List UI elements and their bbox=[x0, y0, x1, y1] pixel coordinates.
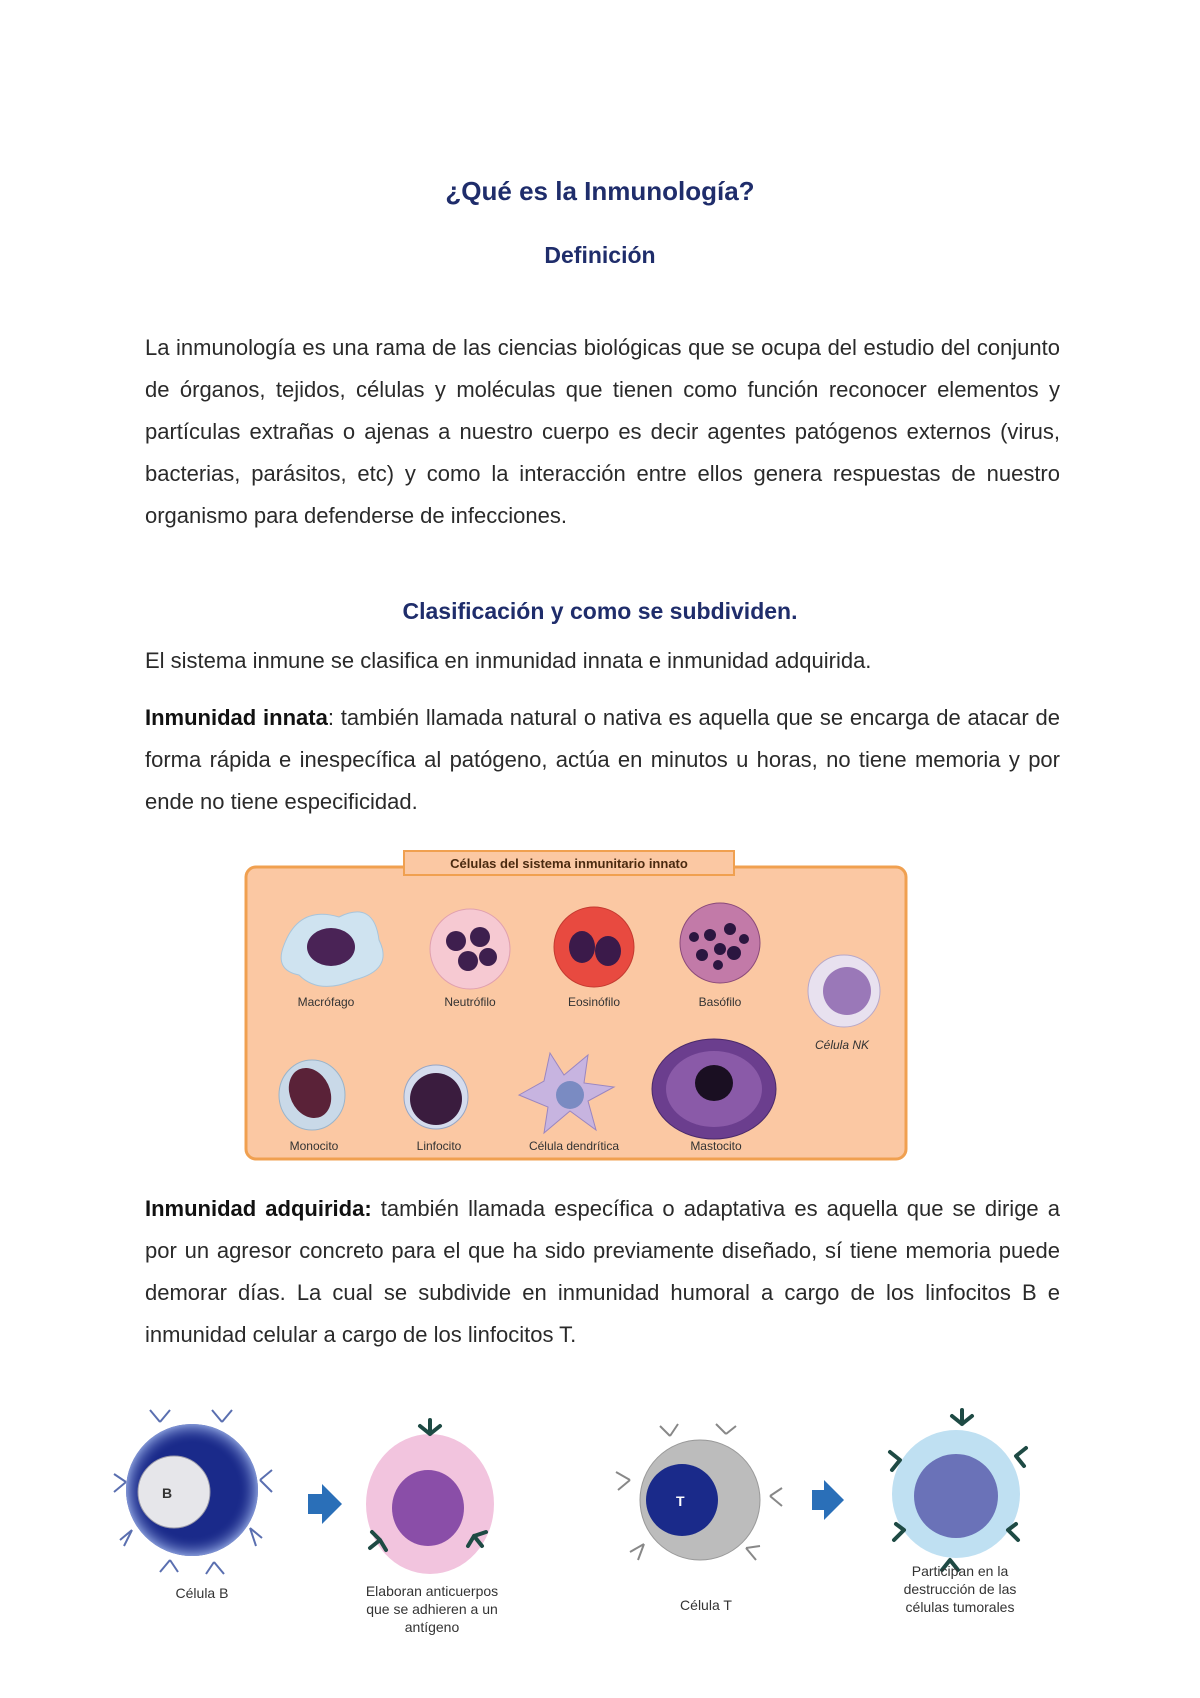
neutrophil-cell bbox=[430, 909, 510, 989]
section-heading-classification: Clasificación y como se subdividen. bbox=[402, 598, 798, 624]
acquired-paragraph bbox=[145, 1188, 1060, 1356]
definition-paragraph: La inmunología es una rama de las ciencias biológicas que se ocupa del estudio del conjunto de órganos, tejidos, células y moléculas que tienen como función reconocer elementos y partículas extrañas o ajenas a nuestro cuerpo es decir agentes patógenos externos (virus, bacterias, parásitos, etc) y como la interacción entre ellos genera respuestas de nuestro organismo para defenderse de infecciones. bbox=[145, 335, 1060, 528]
innate-cells-figure bbox=[244, 845, 909, 1163]
cell-label-nk: Célula NK bbox=[814, 1038, 870, 1052]
cell-label-mastocito: Mastocito bbox=[690, 1139, 742, 1153]
caption-cell-t: Célula T bbox=[680, 1597, 732, 1613]
b-cell-letter: B bbox=[162, 1485, 173, 1501]
section-heading-definition: Definición bbox=[544, 242, 656, 268]
acquired-term: Inmunidad adquirida: bbox=[145, 1196, 372, 1221]
caption-b-result-3: antígeno bbox=[404, 1619, 460, 1635]
caption-t-result-2: destrucción de las bbox=[903, 1581, 1017, 1597]
caption-t-result-1: Participan en la bbox=[911, 1563, 1009, 1579]
classification-paragraph: El sistema inmune se clasifica en inmunidad innata e inmunidad adquirida. bbox=[145, 648, 872, 673]
nk-cell bbox=[808, 955, 880, 1027]
cell-label-macrofago: Macrófago bbox=[297, 995, 355, 1009]
caption-b-result-2: que se adhieren a un bbox=[366, 1601, 498, 1617]
innate-paragraph bbox=[145, 697, 1060, 823]
cell-label-eosinofilo: Eosinófilo bbox=[567, 995, 621, 1009]
b-cell bbox=[114, 1410, 272, 1574]
caption-cell-b: Célula B bbox=[175, 1585, 229, 1601]
cell-label-monocito: Monocito bbox=[289, 1139, 339, 1153]
plasma-cell bbox=[366, 1420, 494, 1574]
innate-term: Inmunidad innata bbox=[145, 705, 328, 730]
caption-t-result-3: células tumorales bbox=[905, 1599, 1015, 1615]
monocyte-cell bbox=[279, 1060, 345, 1130]
basophil-cell bbox=[680, 903, 760, 983]
cell-label-neutrofilo: Neutrófilo bbox=[444, 995, 496, 1009]
arrow-b-icon bbox=[308, 1484, 342, 1524]
acquired-text: también llamada específica o adaptativa es aquella que se dirige a por un agresor concreto para el que ha sido previamente diseñado, sí tiene memoria puede demorar días. La cual se subdivide en inmunidad humoral a cargo de los linfocitos B e inmunidad celular a cargo de los linfocitos T. bbox=[145, 1196, 1061, 1347]
eosinophil-cell bbox=[554, 907, 634, 987]
arrow-t-icon bbox=[812, 1480, 844, 1520]
t-cell bbox=[616, 1424, 782, 1560]
lymphocyte-figure bbox=[110, 1400, 1090, 1650]
caption-b-result-1: Elaboran anticuerpos bbox=[365, 1583, 499, 1599]
cell-label-dendritica: Célula dendrítica bbox=[528, 1139, 620, 1153]
figure1-title: Células del sistema inmunitario innato bbox=[450, 856, 688, 871]
lymphocyte-cell bbox=[404, 1065, 468, 1129]
cell-label-basofilo: Basófilo bbox=[698, 995, 742, 1009]
t-cell-letter: T bbox=[676, 1493, 685, 1509]
innate-text: : también llamada natural o nativa es aquella que se encarga de atacar de forma rápida e inespecífica al patógeno, actúa en minutos u horas, no tiene memoria y por ende no tiene especificidad. bbox=[145, 705, 1060, 814]
cell-label-linfocito: Linfocito bbox=[416, 1139, 462, 1153]
mast-cell bbox=[652, 1039, 776, 1139]
page-title: ¿Qué es la Inmunología? bbox=[445, 176, 755, 206]
cytotoxic-t-cell bbox=[890, 1410, 1026, 1570]
